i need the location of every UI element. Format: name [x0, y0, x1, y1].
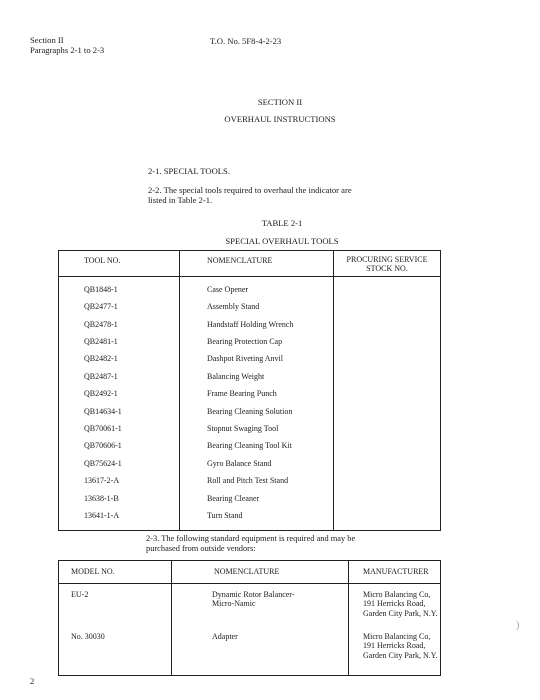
tool-number: QB1848-1 — [84, 284, 118, 294]
tool-number: QB2482-1 — [84, 354, 118, 364]
col-header-nomenclature: NOMENCLATURE — [180, 251, 334, 277]
tool-number: QB2487-1 — [84, 371, 118, 381]
table-2-1-title: TABLE 2-1 — [261, 218, 303, 228]
tool-nomenclature: Case Opener — [180, 277, 334, 299]
tool-number: 13617-2-A — [84, 476, 120, 486]
manufacturer-line: 191 Herricks Road, — [363, 641, 426, 651]
manufacturer-line: Garden City Park, N.Y. — [363, 608, 438, 618]
header-paragraphs: Paragraphs 2-1 to 2-3 — [30, 44, 105, 55]
stock-number — [334, 298, 441, 315]
stock-number — [334, 368, 441, 385]
table-row — [59, 316, 441, 333]
tool-nomenclature: Turn Stand — [180, 507, 334, 524]
tool-number: 13641-1-A — [84, 510, 120, 520]
col-header-stock-no: PROCURING SERVICE STOCK NO. — [334, 251, 441, 277]
equipment-nomenclature — [172, 624, 349, 676]
table-2-1-subtitle: SPECIAL OVERHAUL TOOLS — [225, 236, 339, 246]
table-row — [59, 584, 441, 625]
tool-number: QB2478-1 — [84, 319, 118, 329]
tool-nomenclature: Frame Bearing Punch — [180, 385, 334, 402]
table-row — [59, 333, 441, 350]
stock-number — [334, 385, 441, 402]
table-row — [59, 298, 441, 315]
tool-nomenclature: Gyro Balance Stand — [180, 455, 334, 472]
tool-nomenclature: Assembly Stand — [180, 298, 334, 315]
tool-nomenclature: Bearing Cleaning Solution — [180, 403, 334, 420]
equipment-nomenclature — [172, 584, 349, 625]
manufacturer-line: Micro Balancing Co, — [363, 632, 431, 641]
table-row — [59, 455, 441, 472]
paragraph-2-2-text: 2-2. The special tools required to overhaul the indicator are listed in Table 2-1. — [148, 185, 352, 205]
table-row — [59, 490, 441, 507]
col-header-manufacturer: MANUFACTURER — [349, 561, 441, 584]
tool-number: QB14634-1 — [84, 406, 122, 416]
section-subtitle: OVERHAUL INSTRUCTIONS — [224, 114, 336, 124]
table-row — [59, 351, 441, 368]
tool-nomenclature: Roll and Pitch Test Stand — [180, 472, 334, 489]
table-row — [59, 385, 441, 402]
tool-number: QB70606-1 — [84, 441, 122, 451]
table-row — [59, 420, 441, 437]
tool-nomenclature: Handstaff Holding Wrench — [180, 316, 334, 333]
tool-nomenclature: Bearing Protection Cap — [180, 333, 334, 350]
model-number: EU-2 — [71, 590, 89, 599]
stock-number — [334, 403, 441, 420]
stock-number — [334, 333, 441, 350]
stock-number — [334, 420, 441, 437]
table-row — [59, 507, 441, 524]
stock-number — [334, 490, 441, 507]
table-row — [59, 438, 441, 455]
col-header-model-no: MODEL NO. — [59, 561, 172, 584]
tool-number: QB70061-1 — [84, 424, 122, 434]
stock-number — [334, 472, 441, 489]
special-tools-table — [58, 250, 441, 531]
manufacturer — [349, 624, 441, 676]
page-number: 2 — [30, 676, 35, 686]
paragraph-2-3-text: 2-3. The following standard equipment is required and may be purchased from outside vendors: — [146, 534, 356, 553]
table-spacer-row — [59, 524, 441, 531]
nomenclature-line: Adapter — [212, 632, 238, 641]
tool-nomenclature: Balancing Weight — [180, 368, 334, 385]
stock-number — [334, 351, 441, 368]
table-header-row — [59, 251, 441, 277]
scan-mark: ) — [516, 620, 520, 631]
manufacturer — [349, 584, 441, 625]
stock-number — [334, 316, 441, 333]
table-row — [59, 624, 441, 676]
paragraph-2-1-heading: 2-1. SPECIAL TOOLS. — [148, 166, 230, 176]
manufacturer-line: Garden City Park, N.Y. — [363, 650, 438, 660]
section-title: SECTION II — [257, 97, 303, 107]
page-header-left — [30, 36, 104, 55]
tool-number: QB2481-1 — [84, 337, 118, 347]
tool-nomenclature: Bearing Cleaning Tool Kit — [180, 438, 334, 455]
model-number: No. 30030 — [71, 632, 105, 641]
col-header-nomenclature: NOMENCLATURE — [172, 561, 349, 584]
table-row — [59, 403, 441, 420]
manufacturer-line: 191 Herricks Road, — [363, 599, 426, 609]
nomenclature-line: Micro-Namic — [212, 599, 256, 609]
tool-number: QB2492-1 — [84, 389, 118, 399]
table-row — [59, 368, 441, 385]
tool-nomenclature: Dashpot Riveting Anvil — [180, 351, 334, 368]
tool-nomenclature: Stopnut Swaging Tool — [180, 420, 334, 437]
tool-number: QB75624-1 — [84, 458, 122, 468]
table-row — [59, 277, 441, 299]
stock-number — [334, 277, 441, 299]
tool-nomenclature: Bearing Cleaner — [180, 490, 334, 507]
stock-number — [334, 507, 441, 524]
col-header-tool-no: TOOL NO. — [59, 251, 180, 277]
stock-number — [334, 438, 441, 455]
table-header-row — [59, 561, 441, 584]
stock-number — [334, 455, 441, 472]
manufacturer-line: Micro Balancing Co, — [363, 590, 431, 599]
nomenclature-line: Dynamic Rotor Balancer- — [212, 590, 295, 599]
header-to-number: T.O. No. 5F8-4-2-23 — [210, 36, 282, 46]
standard-equipment-table — [58, 560, 441, 676]
table-row — [59, 472, 441, 489]
header-section: Section II — [30, 35, 64, 45]
tool-number: 13638-1-B — [84, 493, 119, 503]
tool-number: QB2477-1 — [84, 302, 118, 312]
